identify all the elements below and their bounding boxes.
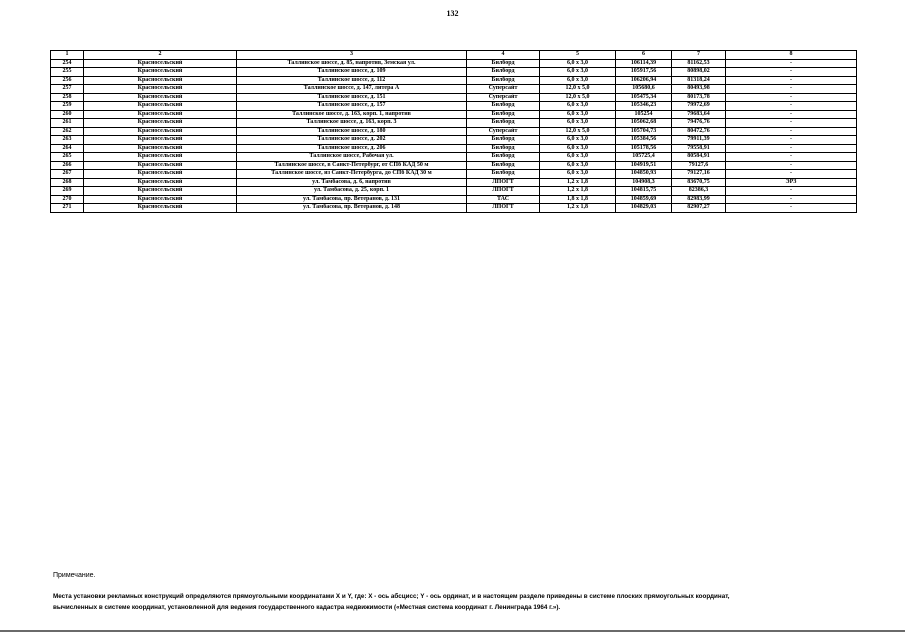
advertising-structures-table xyxy=(50,50,857,213)
table-cell: ЭРЗ xyxy=(726,178,857,187)
table-cell: 6,0 x 3,0 xyxy=(540,76,616,85)
table-cell: 105704,73 xyxy=(616,127,672,136)
table-row xyxy=(51,102,857,111)
table-cell: 79127,6 xyxy=(672,161,726,170)
table-cell: Красносельский xyxy=(84,144,237,153)
table-cell: 106114,39 xyxy=(616,59,672,68)
table-cell: 82386,3 xyxy=(672,187,726,196)
table-cell: ул. Тамбасова, д. 6, напротив xyxy=(237,178,467,187)
table-cell: 255 xyxy=(51,68,84,77)
table-cell: 1,2 x 1,8 xyxy=(540,178,616,187)
table-cell: 6,0 x 3,0 xyxy=(540,153,616,162)
header-cell: 4 xyxy=(467,51,540,60)
table-row xyxy=(51,187,857,196)
table-cell: 12,0 x 5,0 xyxy=(540,127,616,136)
header-cell: 1 xyxy=(51,51,84,60)
table-cell: Билборд xyxy=(467,59,540,68)
table-cell: 79911,39 xyxy=(672,136,726,145)
table-cell: 105254 xyxy=(616,110,672,119)
table-row xyxy=(51,119,857,128)
table-cell: ЛПОГТ xyxy=(467,178,540,187)
table-header-row xyxy=(51,51,857,60)
table-cell: 12,0 x 5,0 xyxy=(540,93,616,102)
table-cell: ТАС xyxy=(467,195,540,204)
table-cell: 6,0 x 3,0 xyxy=(540,68,616,77)
table-cell: 6,0 x 3,0 xyxy=(540,136,616,145)
table-cell: 6,0 x 3,0 xyxy=(540,59,616,68)
table-cell: 261 xyxy=(51,119,84,128)
table-cell: - xyxy=(726,161,857,170)
table-cell: Красносельский xyxy=(84,76,237,85)
table-cell: Красносельский xyxy=(84,127,237,136)
table-cell: 105917,56 xyxy=(616,68,672,77)
table-cell: 80472,76 xyxy=(672,127,726,136)
table-cell: Красносельский xyxy=(84,170,237,179)
table-cell: ул. Тамбасова, пр. Ветеранов, д. 148 xyxy=(237,204,467,213)
table-cell: - xyxy=(726,144,857,153)
table-cell: 271 xyxy=(51,204,84,213)
table-cell: Билборд xyxy=(467,136,540,145)
table-cell: 79972,69 xyxy=(672,102,726,111)
table-cell: Билборд xyxy=(467,161,540,170)
table-row xyxy=(51,127,857,136)
table-cell: Таллинское шоссе, д. 85, напротив, Земская ул. xyxy=(237,59,467,68)
table-cell: 6,0 x 3,0 xyxy=(540,119,616,128)
table-cell: 105475,34 xyxy=(616,93,672,102)
table-cell: 1,8 x 1,8 xyxy=(540,195,616,204)
table-cell: Билборд xyxy=(467,110,540,119)
table-cell: Таллинское шоссе, в Санкт-Петербург, от СПб КАД 50 м xyxy=(237,161,467,170)
scan-edge-divider xyxy=(0,630,905,632)
table-cell: - xyxy=(726,153,857,162)
table-cell: 104815,75 xyxy=(616,187,672,196)
table-cell: Билборд xyxy=(467,170,540,179)
table-cell: - xyxy=(726,68,857,77)
note-line: вычисленных в системе координат, установленной для ведения государственного кадастра недвижимости («Местная система координат г. Ленинграда 1964 г.»). xyxy=(53,604,561,611)
table-cell: 80584,91 xyxy=(672,153,726,162)
page-number: 132 xyxy=(446,9,459,18)
table-cell: 104829,03 xyxy=(616,204,672,213)
table-cell: Таллинское шоссе, д. 147, литера А xyxy=(237,85,467,94)
table-cell: 104908,3 xyxy=(616,178,672,187)
table-cell: 256 xyxy=(51,76,84,85)
table-cell: 264 xyxy=(51,144,84,153)
table-cell: Красносельский xyxy=(84,195,237,204)
table-cell: 105346,23 xyxy=(616,102,672,111)
table-cell: 105384,56 xyxy=(616,136,672,145)
table-cell: Красносельский xyxy=(84,204,237,213)
table-cell: Красносельский xyxy=(84,85,237,94)
table-cell: - xyxy=(726,187,857,196)
table-cell: Красносельский xyxy=(84,110,237,119)
table-cell: Красносельский xyxy=(84,153,237,162)
note-line: Места установки рекламных конструкций определяются прямоугольными координатами X и Y, где: X - ось абсцисс; Y - ось ординат, и в настоящем разделе приведены в системе плоских прямоугольных координат, xyxy=(53,593,730,600)
table-cell: 1,2 x 1,8 xyxy=(540,187,616,196)
table-cell: Таллинское шоссе, д. 180 xyxy=(237,127,467,136)
table-cell: ЛПОГТ xyxy=(467,204,540,213)
table-cell: 6,0 x 3,0 xyxy=(540,110,616,119)
table-cell: 104919,51 xyxy=(616,161,672,170)
header-cell: 6 xyxy=(616,51,672,60)
table-cell: 105178,56 xyxy=(616,144,672,153)
table-cell: 79558,91 xyxy=(672,144,726,153)
table-cell: 6,0 x 3,0 xyxy=(540,102,616,111)
table-cell: Суперсайт xyxy=(467,93,540,102)
table-row xyxy=(51,204,857,213)
table-cell: ул. Тамбасова, д. 25, корп. 1 xyxy=(237,187,467,196)
table-cell: - xyxy=(726,170,857,179)
table-cell: - xyxy=(726,136,857,145)
table-row xyxy=(51,59,857,68)
table-cell: ул. Тамбасова, пр. Ветеранов, д. 131 xyxy=(237,195,467,204)
table-cell: 265 xyxy=(51,153,84,162)
table-cell: Билборд xyxy=(467,68,540,77)
table-cell: Красносельский xyxy=(84,102,237,111)
table-cell: - xyxy=(726,85,857,94)
header-cell: 5 xyxy=(540,51,616,60)
table-cell: Таллинское шоссе, д. 163, корп. 3 xyxy=(237,119,467,128)
table-cell: - xyxy=(726,119,857,128)
table-cell: 104850,93 xyxy=(616,170,672,179)
table-cell: 263 xyxy=(51,136,84,145)
table-cell: 6,0 x 3,0 xyxy=(540,144,616,153)
table-row xyxy=(51,68,857,77)
table-cell: - xyxy=(726,127,857,136)
table-cell: 80493,98 xyxy=(672,85,726,94)
header-cell: 3 xyxy=(237,51,467,60)
table-cell: Красносельский xyxy=(84,178,237,187)
table-cell: Таллинское шоссе, д. 112 xyxy=(237,76,467,85)
table-cell: 104859,69 xyxy=(616,195,672,204)
table-cell: 106206,94 xyxy=(616,76,672,85)
table-cell: 82983,99 xyxy=(672,195,726,204)
table-cell: 268 xyxy=(51,178,84,187)
table-cell: Билборд xyxy=(467,119,540,128)
table-cell: Таллинское шоссе, д. 109 xyxy=(237,68,467,77)
table-cell: Билборд xyxy=(467,153,540,162)
table-cell: 81318,24 xyxy=(672,76,726,85)
table-cell: - xyxy=(726,102,857,111)
table-cell: Таллинское шоссе, д. 202 xyxy=(237,136,467,145)
table-cell: Красносельский xyxy=(84,93,237,102)
table-cell: Суперсайт xyxy=(467,127,540,136)
table-cell: Красносельский xyxy=(84,161,237,170)
table-cell: 258 xyxy=(51,93,84,102)
table-cell: 82907,27 xyxy=(672,204,726,213)
table-cell: 1,2 x 1,8 xyxy=(540,204,616,213)
table-cell: 257 xyxy=(51,85,84,94)
header-cell: 8 xyxy=(726,51,857,60)
table-cell: - xyxy=(726,204,857,213)
table-body xyxy=(51,59,857,212)
table-cell: 254 xyxy=(51,59,84,68)
table-cell: 105062,68 xyxy=(616,119,672,128)
table-cell: - xyxy=(726,93,857,102)
table-row xyxy=(51,76,857,85)
table-cell: 12,0 x 5,0 xyxy=(540,85,616,94)
table-cell: 267 xyxy=(51,170,84,179)
note-text xyxy=(53,591,853,613)
table-cell: Таллинское шоссе, д. 206 xyxy=(237,144,467,153)
table-cell: 79127,16 xyxy=(672,170,726,179)
table-cell: 262 xyxy=(51,127,84,136)
table-cell: Таллинское шоссе, д. 157 xyxy=(237,102,467,111)
table-row xyxy=(51,195,857,204)
table-cell: Билборд xyxy=(467,144,540,153)
table-cell: Билборд xyxy=(467,102,540,111)
table-cell: 80898,02 xyxy=(672,68,726,77)
table-cell: 270 xyxy=(51,195,84,204)
header-cell: 2 xyxy=(84,51,237,60)
table-row xyxy=(51,110,857,119)
table-cell: 105680,6 xyxy=(616,85,672,94)
table-cell: 266 xyxy=(51,161,84,170)
table-cell: - xyxy=(726,110,857,119)
table-cell: Таллинское шоссе, д. 151 xyxy=(237,93,467,102)
table-row xyxy=(51,85,857,94)
table-row xyxy=(51,161,857,170)
table-cell: - xyxy=(726,195,857,204)
table-cell: 269 xyxy=(51,187,84,196)
table-cell: 259 xyxy=(51,102,84,111)
table-cell: - xyxy=(726,76,857,85)
table-cell: 83670,75 xyxy=(672,178,726,187)
table-cell: 105725,4 xyxy=(616,153,672,162)
table-cell: 80173,78 xyxy=(672,93,726,102)
table-cell: Красносельский xyxy=(84,136,237,145)
table-row xyxy=(51,170,857,179)
table-cell: 81162,53 xyxy=(672,59,726,68)
table-cell: Красносельский xyxy=(84,59,237,68)
note-heading: Примечание. xyxy=(53,572,96,579)
table-cell: 6,0 x 3,0 xyxy=(540,161,616,170)
table-cell: Таллинское шоссе, д. 163, корп. 1, напротив xyxy=(237,110,467,119)
table-cell: Суперсайт xyxy=(467,85,540,94)
table-row xyxy=(51,178,857,187)
table-cell: 260 xyxy=(51,110,84,119)
table-row xyxy=(51,136,857,145)
header-cell: 7 xyxy=(672,51,726,60)
table-cell: - xyxy=(726,59,857,68)
table-cell: Красносельский xyxy=(84,187,237,196)
table-cell: 79683,64 xyxy=(672,110,726,119)
table-cell: 6,0 x 3,0 xyxy=(540,170,616,179)
table-cell: Красносельский xyxy=(84,68,237,77)
table-row xyxy=(51,144,857,153)
table-cell: 79476,76 xyxy=(672,119,726,128)
table-cell: Красносельский xyxy=(84,119,237,128)
table-cell: Билборд xyxy=(467,76,540,85)
table-cell: ЛПОГТ xyxy=(467,187,540,196)
table-cell: Таллинское шоссе, Рабочая ул. xyxy=(237,153,467,162)
table-cell: Таллинское шоссе, из Санкт-Петербурга, до СПб КАД 30 м xyxy=(237,170,467,179)
table-row xyxy=(51,153,857,162)
table-row xyxy=(51,93,857,102)
